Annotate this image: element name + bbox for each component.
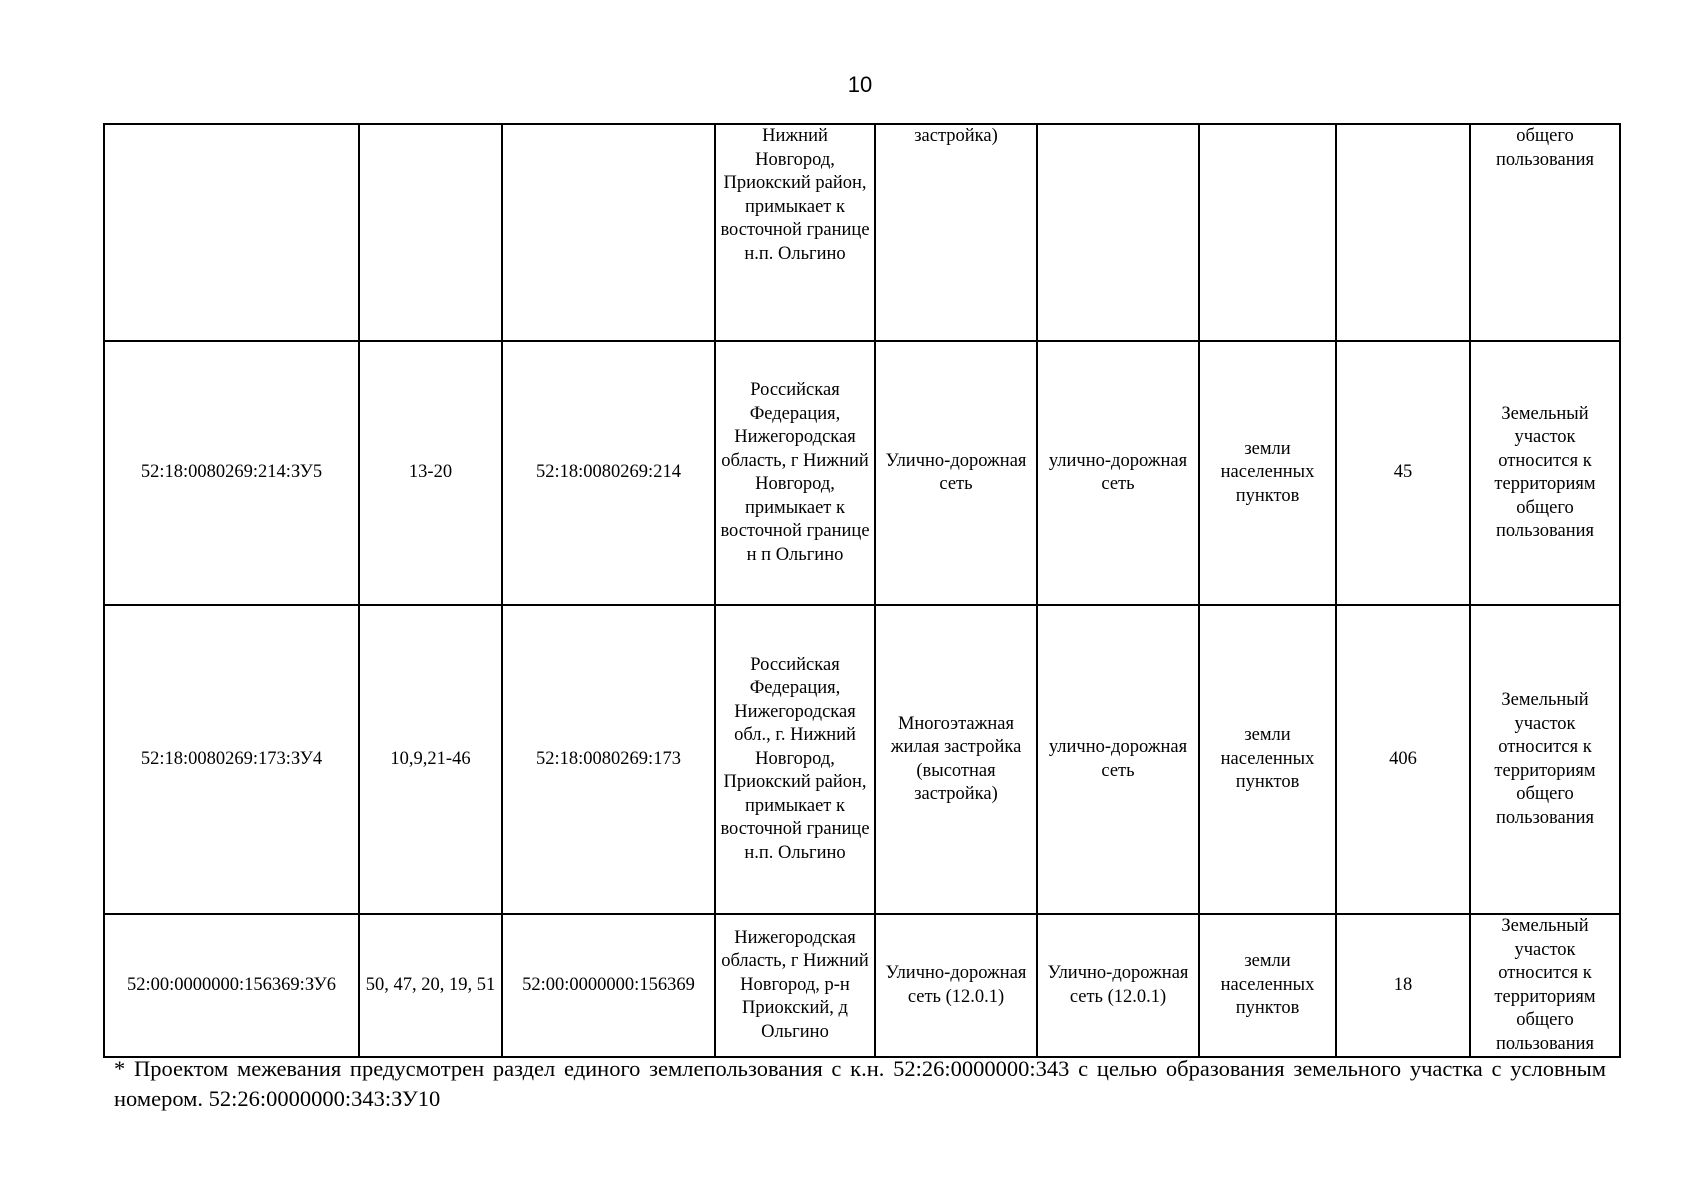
table-row — [104, 341, 1620, 605]
page-number: 10 — [847, 72, 873, 97]
points-cell: 50, 47, 20, 19, 51 — [359, 914, 502, 1057]
table-row — [104, 124, 1620, 341]
cadastral-number-cell: 52:18:0080269:214:ЗУ5 — [104, 341, 359, 605]
cadastral-number-cell — [104, 124, 359, 341]
address-cell: Российская Федерация, Нижегородская область, г Нижний Новгород, примыкает к восточной границе н п Ольгино — [715, 341, 875, 605]
source-number-cell: 52:18:0080269:173 — [502, 605, 715, 914]
area-cell: 45 — [1336, 341, 1470, 605]
area-cell: 406 — [1336, 605, 1470, 914]
permitted-use-cell: застройка) — [875, 124, 1037, 341]
note-cell: общего пользования — [1470, 124, 1620, 341]
permitted-use-cell: Улично-дорожная сеть — [875, 341, 1037, 605]
address-cell: Нижегородская область, г Нижний Новгород, р-н Приокский, д Ольгино — [715, 914, 875, 1057]
area-cell — [1336, 124, 1470, 341]
land-category-cell: земли населенных пунктов — [1199, 605, 1336, 914]
note-cell: Земельный участок относится к территориям общего пользования — [1470, 605, 1620, 914]
permitted-use-cell: Многоэтажная жилая застройка (высотная застройка) — [875, 605, 1037, 914]
points-cell — [359, 124, 502, 341]
source-number-cell: 52:00:0000000:156369 — [502, 914, 715, 1057]
land-category-cell: земли населенных пунктов — [1199, 341, 1336, 605]
points-cell: 13-20 — [359, 341, 502, 605]
table-row — [104, 914, 1620, 1057]
land-category-cell — [1199, 124, 1336, 341]
area-cell: 18 — [1336, 914, 1470, 1057]
land-plots-table — [103, 123, 1621, 1058]
source-number-cell: 52:18:0080269:214 — [502, 341, 715, 605]
planned-use-cell: Улично-дорожная сеть (12.0.1) — [1037, 914, 1199, 1057]
address-cell: Нижний Новгород, Приокский район, примыкает к восточной границе н.п. Ольгино — [715, 124, 875, 341]
source-number-cell — [502, 124, 715, 341]
land-category-cell: земли населенных пунктов — [1199, 914, 1336, 1057]
planned-use-cell — [1037, 124, 1199, 341]
points-cell: 10,9,21-46 — [359, 605, 502, 914]
table-row — [104, 605, 1620, 914]
note-cell: Земельный участок относится к территориям общего пользования — [1470, 341, 1620, 605]
footnote: * Проектом межевания предусмотрен раздел единого землепользования с к.н. 52:26:0000000:343 с целью образования земельного участка с условным номером. 52:26:0000000:343:ЗУ10 — [114, 1056, 1606, 1111]
address-cell: Российская Федерация, Нижегородская обл., г. Нижний Новгород, Приокский район, примыкает к восточной границе н.п. Ольгино — [715, 605, 875, 914]
cadastral-number-cell: 52:18:0080269:173:ЗУ4 — [104, 605, 359, 914]
planned-use-cell: улично-дорожная сеть — [1037, 341, 1199, 605]
planned-use-cell: улично-дорожная сеть — [1037, 605, 1199, 914]
cadastral-number-cell: 52:00:0000000:156369:ЗУ6 — [104, 914, 359, 1057]
note-cell: Земельный участок относится к территориям общего пользования — [1470, 914, 1620, 1057]
permitted-use-cell: Улично-дорожная сеть (12.0.1) — [875, 914, 1037, 1057]
